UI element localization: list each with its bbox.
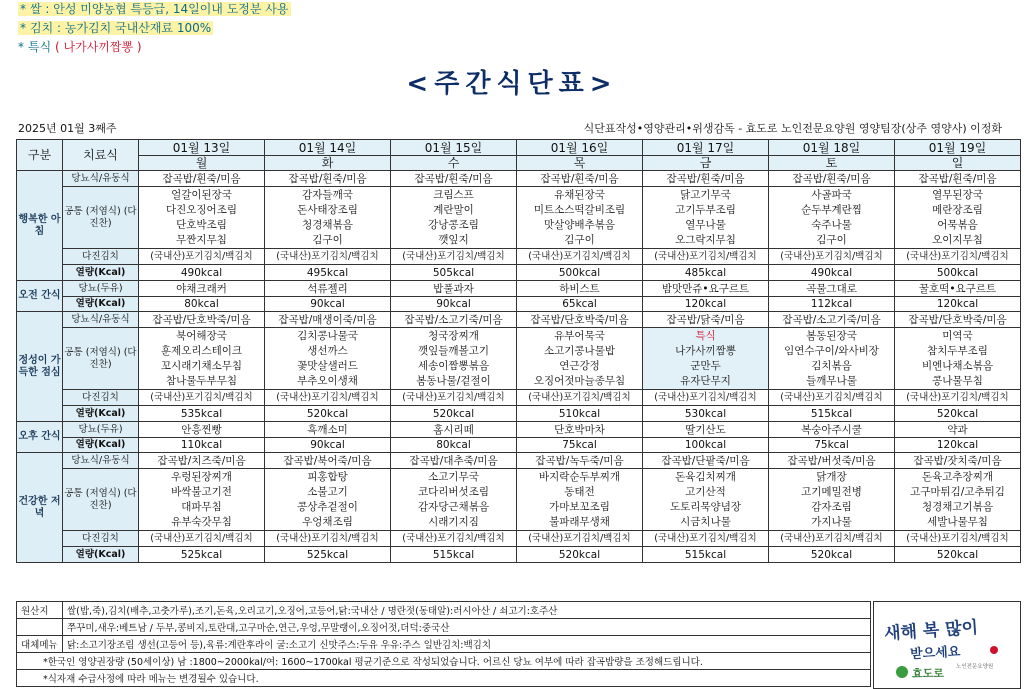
dish-item: 봄동나물/겉절이 [416,374,491,387]
kcal-cell: 505kcal [391,265,517,281]
lunch-kcal-row [17,406,1021,422]
diet-type-label: 당뇨식/유동식 [63,312,139,328]
diet-cell: 잡곡밥/단팥죽/미음 [643,453,769,469]
dish-cell [769,187,895,249]
diet-cell: 잡곡밥/녹두죽/미음 [517,453,643,469]
dish-item: 봄동된장국 [806,329,857,342]
dish-item: 계란말이 [433,203,474,216]
kcal-cell: 520kcal [769,547,895,563]
writer-label: 식단표작성•영양관리•위생감독 - 효도로 노인전문요양원 영양팀장(상주 영양사) 이정화 [583,122,1002,135]
dish-item: 얼갈이된장국 [171,188,232,201]
note-special: * 특식 ( 나가사끼짬뽕 ) [18,40,142,54]
dish-item: 꽃맛살샐러드 [297,359,358,372]
header-day: 목 [517,156,643,171]
note-rice: * 쌀 : 안성 미양농협 특등급, 14일이내 도정분 사용 [20,2,289,16]
snack-cell: 약과 [895,422,1021,438]
pm_snack-meal-label: 오후 간식 [17,422,63,453]
lunch-kimchi-row [17,390,1021,406]
dish-item: 소고기콩나물밥 [543,344,615,357]
minced-label: 다진김치 [63,531,139,547]
kimchi-cell: (국내산)포기김치/백김치 [139,249,265,265]
diet-cell: 잡곡밥/대추죽/미음 [391,453,517,469]
kcal-cell: 90kcal [265,297,391,312]
kcal-cell: 500kcal [517,265,643,281]
kcal-cell: 65kcal [517,297,643,312]
subst-text: 닭:소고기장조림 생선(고등어 등),육류:계란후라이 굴:소고기 신맛주스:두유 우유:주스 일반김치:백김치 [63,636,871,653]
menu-table [16,139,1021,563]
dish-item: 가마보꼬조림 [549,500,610,513]
header-date: 01월 17일 [643,140,769,156]
diet-cell: 잡곡밥/잣치죽/미음 [895,453,1021,469]
logo-box [873,601,1021,689]
diet-cell: 잡곡밥/단호박죽/미음 [517,312,643,328]
snack-cell: 딸기산도 [643,422,769,438]
dinner-meal-label: 건강한 저녁 [17,453,63,563]
pm_snack-item-row [17,422,1021,438]
kcal-cell: 485kcal [643,265,769,281]
diet-cell: 잡곡밥/흰죽/미음 [391,171,517,187]
diet-cell: 잡곡밥/소고기죽/미음 [391,312,517,328]
diet-cell: 잡곡밥/흰죽/미음 [895,171,1021,187]
header-date: 01월 13일 [139,140,265,156]
dish-cell [643,328,769,390]
dish-item: 대파무침 [181,500,222,513]
dish-item: 세발나물무침 [927,515,988,528]
dish-item: 깻잎들깨볼고기 [417,344,489,357]
dish-item: 닭개장 [816,470,847,483]
dish-cell [643,469,769,531]
dish-cell [139,328,265,390]
dish-cell [643,187,769,249]
snack-cell: 꿀호떡•요구르트 [895,281,1021,297]
dish-item: 크림스프 [433,188,474,201]
snack-label: 당뇨(두유) [63,281,139,297]
dinner-diet-row [17,453,1021,469]
kimchi-cell: (국내산)포기김치/백김치 [265,531,391,547]
dish-item: 가지나물 [811,515,852,528]
snack-cell: 안흥찐빵 [139,422,265,438]
dish-item: 시래기지짐 [428,515,479,528]
dish-item: 맛살양배추볶음 [543,218,615,231]
dish-item: 들깨무나물 [806,374,857,387]
diet-type-label: 당뇨식/유동식 [63,171,139,187]
am_snack-meal-label: 오전 간식 [17,281,63,312]
kcal-cell: 510kcal [517,406,643,422]
header-date: 01월 18일 [769,140,895,156]
dish-item: 오이지무침 [932,233,983,246]
snack-cell: 밤맛만쥬•요구르트 [643,281,769,297]
dish-cell [391,469,517,531]
diet-cell: 잡곡밥/흰죽/미음 [517,171,643,187]
dish-item: 닭고기무국 [680,188,731,201]
kcal-cell: 112kcal [769,297,895,312]
kcal-cell: 75kcal [769,438,895,453]
dish-item: 어묵볶음 [937,218,978,231]
header-diet: 치료식 [63,140,139,171]
kimchi-cell: (국내산)포기김치/백김치 [517,531,643,547]
dish-cell [895,328,1021,390]
dish-item: 강낭콩조림 [428,218,479,231]
dish-item: 우엉채조림 [302,515,353,528]
kcal-cell: 520kcal [391,406,517,422]
origin-text-1: 쌀(밥,죽),김치(배추,고춧가루),조기,돈육,오리고기,오징어,고등어,닭:국내산 / 명란젓(동태알):러시아산 / 쇠고기:호주산 [63,602,871,619]
dish-item: 깻잎지 [438,233,469,246]
dish-item: 우렁된장찌개 [171,470,232,483]
dish-item: 사골파국 [811,188,852,201]
kimchi-cell: (국내산)포기김치/백김치 [517,390,643,406]
dish-item: 부추오이생채 [297,374,358,387]
kcal-cell: 530kcal [643,406,769,422]
kcal-label: 열량(Kcal) [63,265,139,281]
diet-cell: 잡곡밥/단호박죽/미음 [895,312,1021,328]
dish-item: 바싹불고기전 [171,485,232,498]
dish-item: 청국장찌개 [428,329,479,342]
brand-name: 효도로 [912,667,944,680]
header-date: 01월 14일 [265,140,391,156]
common-label: 공통 (저염식) (다진찬) [63,328,139,390]
dish-cell [895,469,1021,531]
dish-cell [769,328,895,390]
common-label: 공통 (저염식) (다진찬) [63,469,139,531]
kcal-label: 열량(Kcal) [63,297,139,312]
notice-row-2 [17,670,871,687]
minced-label: 다진김치 [63,249,139,265]
origin-text-2: 쭈꾸미,새우:베트남 / 두부,콩비지,토란대,고구마순,연근,우엉,무말랭이,오징어젓,더덕:중국산 [63,619,871,636]
dish-cell [769,469,895,531]
kimchi-cell: (국내산)포기김치/백김치 [895,531,1021,547]
header-category: 구분 [17,140,63,171]
diet-cell: 잡곡밥/흰죽/미음 [643,171,769,187]
notice-row-1 [17,653,871,670]
dish-item: 불파래무생채 [549,515,610,528]
info-table [16,601,871,687]
dish-item: 숙주나물 [811,218,852,231]
header-date: 01월 19일 [895,140,1021,156]
dish-item: 소불고기 [307,485,348,498]
brand-sub: 노인전문요양원 [956,664,994,670]
kcal-cell: 500kcal [895,265,1021,281]
dish-item: 열무나물 [685,218,726,231]
lunch-meal-label: 정성이 가득한 점심 [17,312,63,422]
dish-item: 군만두 [690,359,721,372]
common-label: 공통 (저염식) (다진찬) [63,187,139,249]
breakfast-kcal-row [17,265,1021,281]
kimchi-cell: (국내산)포기김치/백김치 [643,249,769,265]
diet-cell: 잡곡밥/닭죽/미음 [643,312,769,328]
snack-cell: 복숭아주시쿨 [769,422,895,438]
dish-item: 돈육김치찌개 [675,470,736,483]
kimchi-cell: (국내산)포기김치/백김치 [391,531,517,547]
dish-item: 소고기무국 [428,470,479,483]
diet-cell: 잡곡밥/매생이죽/미음 [265,312,391,328]
kcal-cell: 490kcal [139,265,265,281]
brand-logo-icon [896,666,908,678]
kimchi-cell: (국내산)포기김치/백김치 [391,390,517,406]
dish-cell [895,187,1021,249]
dish-cell [391,187,517,249]
snack-cell: 하비스트 [517,281,643,297]
dish-item: 김구이 [564,233,595,246]
dish-item: 유부어묵국 [554,329,605,342]
subst-row [17,636,871,653]
dish-item: 고기산적 [685,485,726,498]
kimchi-cell: (국내산)포기김치/백김치 [643,531,769,547]
dish-item: 참나물두부무침 [165,374,237,387]
snack-cell: 홈시리떼 [391,422,517,438]
kimchi-cell: (국내산)포기김치/백김치 [769,249,895,265]
notice-text-2: *식자재 수급사정에 따라 메뉴는 변경될수 있습니다. [17,670,871,687]
header-day: 수 [391,156,517,171]
kimchi-cell: (국내산)포기김치/백김치 [139,531,265,547]
kcal-cell: 80kcal [391,438,517,453]
snack-cell: 단호박마차 [517,422,643,438]
greeting-text-2: 받으세요 [909,644,961,663]
dish-item: 고기두부조림 [675,203,736,216]
note-kimchi: * 김치 : 농가김치 국내산재료 100% [20,21,212,35]
kcal-label: 열량(Kcal) [63,438,139,453]
diet-cell: 잡곡밥/흰죽/미음 [265,171,391,187]
dish-item: 동태전 [564,485,595,498]
kcal-cell: 110kcal [139,438,265,453]
kcal-cell: 525kcal [139,547,265,563]
diet-cell: 잡곡밥/치즈죽/미음 [139,453,265,469]
kimchi-cell: (국내산)포기김치/백김치 [895,249,1021,265]
dish-item: 김치볶음 [811,359,852,372]
dish-cell [517,469,643,531]
dish-item: 꼬시래기채소무침 [160,359,243,372]
snack-cell: 야채크래커 [139,281,265,297]
header-date: 01월 16일 [517,140,643,156]
dish-cell [139,469,265,531]
dish-item: 특식 [695,329,716,342]
origin-label: 원산지 [17,602,63,619]
kcal-cell: 520kcal [517,547,643,563]
minced-label: 다진김치 [63,390,139,406]
dish-item: 콩상추겉절이 [297,500,358,513]
kimchi-cell: (국내산)포기김치/백김치 [769,531,895,547]
kcal-cell: 90kcal [391,297,517,312]
kcal-cell: 75kcal [517,438,643,453]
dish-item: 비엔나채소볶음 [921,359,993,372]
dish-item: 미트소스떡갈비조림 [533,203,626,216]
snack-cell: 흑깨소미 [265,422,391,438]
diet-cell: 잡곡밥/소고기죽/미음 [769,312,895,328]
dish-item: 도토리묵양념장 [669,500,741,513]
diet-cell: 잡곡밥/단호박죽/미음 [139,312,265,328]
kimchi-cell: (국내산)포기김치/백김치 [391,249,517,265]
dish-item: 무짠지무침 [176,233,227,246]
dish-item: 세송이짬뽕볶음 [417,359,489,372]
breakfast-kimchi-row [17,249,1021,265]
kimchi-cell: (국내산)포기김치/백김치 [643,390,769,406]
am_snack-kcal-row [17,297,1021,312]
dish-item: 오그락지무침 [675,233,736,246]
dish-cell [391,328,517,390]
page-title: <주간식단표> [406,69,618,99]
snack-cell: 곡물그대로 [769,281,895,297]
dish-item: 유채된장국 [554,188,605,201]
dish-item: 생선까스 [307,344,348,357]
kcal-cell: 520kcal [895,406,1021,422]
dish-item: 훈제오리스테이크 [160,344,243,357]
dish-item: 코다리버섯조림 [417,485,489,498]
dish-item: 유자단무지 [680,374,731,387]
header-row-days [17,156,1021,171]
dish-item: 북어해장국 [176,329,227,342]
kimchi-cell: (국내산)포기김치/백김치 [139,390,265,406]
dish-item: 연근강정 [559,359,600,372]
kcal-label: 열량(Kcal) [63,547,139,563]
note-special-value: ( 나가사끼짬뽕 ) [55,40,142,54]
snack-cell: 밥풀과자 [391,281,517,297]
notes [18,0,291,57]
dish-item: 고기메밀전병 [801,485,862,498]
header-day: 토 [769,156,895,171]
kcal-cell: 520kcal [895,547,1021,563]
dinner-kcal-row [17,547,1021,563]
kcal-cell: 515kcal [769,406,895,422]
dish-item: 바지락순두부찌개 [538,470,621,483]
subst-label: 대체메뉴 [17,636,63,653]
diet-cell: 잡곡밥/버섯죽/미음 [769,453,895,469]
snack-label: 당뇨(두유) [63,422,139,438]
dish-item: 다진오징어조림 [165,203,237,216]
dish-item: 청경채볶음 [302,218,353,231]
kcal-cell: 490kcal [769,265,895,281]
dinner-dish-row [17,469,1021,531]
diet-type-label: 당뇨식/유동식 [63,453,139,469]
dish-item: 피홍합탕 [307,470,348,483]
kcal-label: 열량(Kcal) [63,406,139,422]
kcal-cell: 90kcal [265,438,391,453]
header-day: 월 [139,156,265,171]
dish-item: 순두부계란찜 [801,203,862,216]
kcal-cell: 80kcal [139,297,265,312]
origin-row-2 [17,619,871,636]
dish-cell [265,328,391,390]
header-day: 일 [895,156,1021,171]
breakfast-diet-row [17,171,1021,187]
dish-cell [265,187,391,249]
notice-text-1: *한국인 영양권장량 (50세이상) 남 :1800~2000kal/여: 1600~1700kal 평균기준으로 작성되었습니다. 어르신 당뇨 여부에 따라 잡곡밥량을 조정해드립니다. [17,653,871,670]
dish-item: 감자들깨국 [302,188,353,201]
kcal-cell: 535kcal [139,406,265,422]
dish-item: 돈사태장조림 [297,203,358,216]
dish-item: 김구이 [816,233,847,246]
origin-row-1 [17,602,871,619]
header-row-dates [17,140,1021,156]
kcal-cell: 120kcal [895,438,1021,453]
diet-cell: 잡곡밥/북어죽/미음 [265,453,391,469]
dish-item: 시금치나물 [680,515,731,528]
dish-cell [517,187,643,249]
dish-item: 나가사끼짬뽕 [675,344,736,357]
kimchi-cell: (국내산)포기김치/백김치 [265,249,391,265]
dish-item: 참치두부조림 [927,344,988,357]
dish-item: 콩나물무침 [932,374,983,387]
kimchi-cell: (국내산)포기김치/백김치 [769,390,895,406]
week-label: 2025년 01월 3째주 [18,122,117,135]
pm_snack-kcal-row [17,438,1021,453]
kcal-cell: 520kcal [265,406,391,422]
dish-item: 김치콩나물국 [297,329,358,342]
dish-cell [139,187,265,249]
am_snack-item-row [17,281,1021,297]
dish-item: 단호박조림 [176,218,227,231]
kimchi-cell: (국내산)포기김치/백김치 [517,249,643,265]
greeting-text: 새해 복 많이 [883,617,979,645]
dish-item: 미역국 [942,329,973,342]
dish-item: 고구마튀김/고추튀김 [910,485,1005,498]
dish-cell [265,469,391,531]
kimchi-cell: (국내산)포기김치/백김치 [265,390,391,406]
breakfast-dish-row [17,187,1021,249]
kcal-cell: 100kcal [643,438,769,453]
kcal-cell: 515kcal [643,547,769,563]
dish-item: 돈육고추장찌개 [921,470,993,483]
kcal-cell: 120kcal [895,297,1021,312]
dish-item: 열무된장국 [932,188,983,201]
dish-cell [517,328,643,390]
dish-item: 감자조림 [811,500,852,513]
dish-item: 오징어젓마늘종무침 [533,374,626,387]
lunch-diet-row [17,312,1021,328]
dish-item: 임연수구이/와사비장 [784,344,879,357]
diet-cell: 잡곡밥/흰죽/미음 [139,171,265,187]
header-day: 화 [265,156,391,171]
diet-cell: 잡곡밥/흰죽/미음 [769,171,895,187]
breakfast-meal-label: 행복한 아침 [17,171,63,281]
seal-dot-icon [990,646,998,654]
kcal-cell: 515kcal [391,547,517,563]
kcal-cell: 525kcal [265,547,391,563]
lunch-dish-row [17,328,1021,390]
dish-item: 메란장조림 [932,203,983,216]
kimchi-cell: (국내산)포기김치/백김치 [895,390,1021,406]
header-day: 금 [643,156,769,171]
dish-item: 청경채고기볶음 [921,500,993,513]
header-date: 01월 15일 [391,140,517,156]
dish-item: 유부숙갓무침 [171,515,232,528]
kcal-cell: 495kcal [265,265,391,281]
dinner-kimchi-row [17,531,1021,547]
kcal-cell: 120kcal [643,297,769,312]
snack-cell: 석류젤리 [265,281,391,297]
dish-item: 김구이 [312,233,343,246]
dish-item: 감자당근채볶음 [417,500,489,513]
